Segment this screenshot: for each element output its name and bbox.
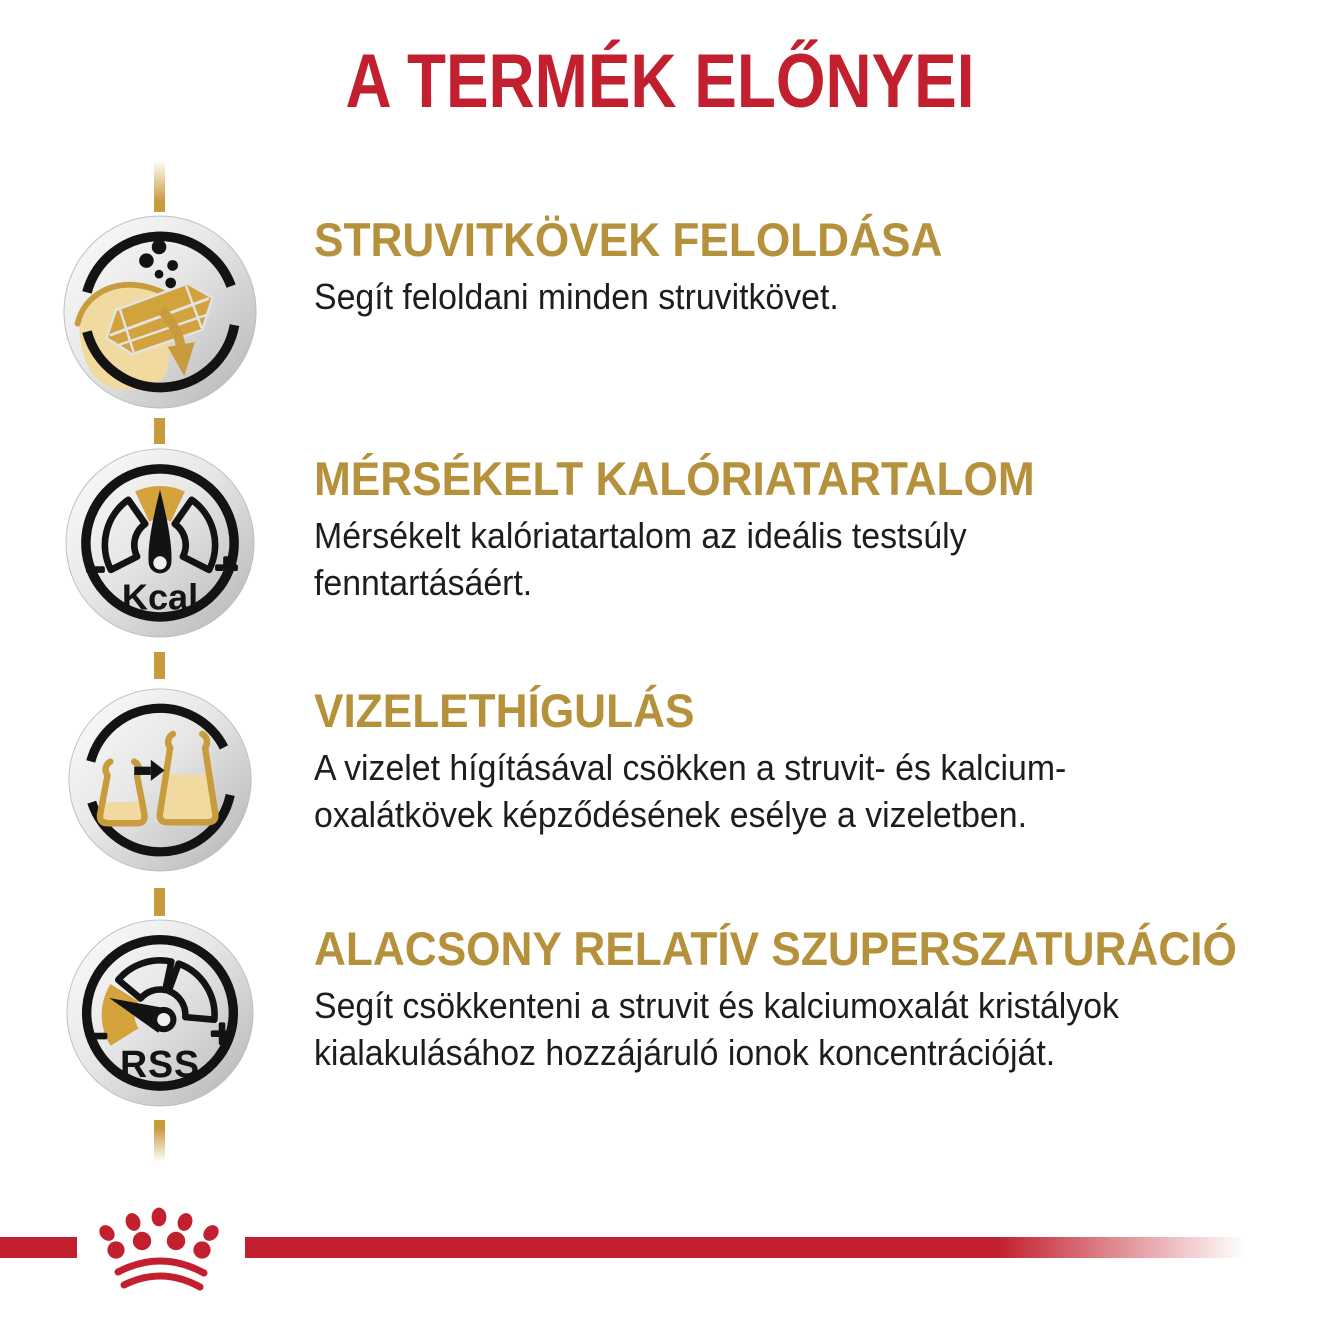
benefit-body <box>314 512 1035 606</box>
page-title: A TERMÉK ELŐNYEI <box>345 39 975 124</box>
timeline-connector-segment <box>154 652 165 679</box>
benefit-body <box>314 273 942 320</box>
timeline-connector-segment <box>154 160 165 212</box>
benefit-heading: VIZELETHÍGULÁS <box>314 684 695 737</box>
kcal-gauge-icon <box>65 448 255 638</box>
minus-icon <box>89 1033 108 1040</box>
benefit-section-dilution <box>314 684 1114 838</box>
benefit-body-line: fenntartásáért. <box>314 562 533 603</box>
benefit-heading: STRUVITKÖVEK FELOLDÁSA <box>314 213 943 266</box>
benefit-heading: MÉRSÉKELT KALÓRIATARTALOM <box>314 452 1035 505</box>
minus-icon <box>86 566 105 573</box>
benefit-body <box>314 744 1066 838</box>
rss-gauge-icon <box>66 919 254 1107</box>
benefit-body-line: Segít feloldani minden struvitkövet. <box>314 276 839 317</box>
benefit-body-line: oxalátkövek képződésének esélye a vizeletben. <box>314 794 1027 835</box>
benefit-body <box>314 982 1237 1076</box>
benefit-section-rss <box>314 922 1296 1076</box>
benefit-section-struvite <box>314 213 982 320</box>
benefit-body-line: Segít csökkenteni a struvit és kalciumoxalát kristályok <box>314 985 1119 1026</box>
struvite-dissolution-icon <box>63 215 257 409</box>
benefit-body-line: kialakulásához hozzájáruló ionok koncentrációját. <box>314 1032 1056 1073</box>
benefit-body-line: Mérsékelt kalóriatartalom az ideális testsúly <box>314 515 967 556</box>
kcal-gauge-label: Kcal <box>121 576 199 618</box>
royal-canin-crown-logo <box>80 1197 240 1307</box>
timeline-connector-segment <box>154 418 165 444</box>
urine-dilution-flasks-icon <box>68 688 252 872</box>
footer-red-band-right <box>245 1237 1320 1258</box>
timeline-connector-segment <box>154 1120 165 1162</box>
footer-red-band-left <box>0 1237 77 1258</box>
benefit-heading: ALACSONY RELATÍV SZUPERSZATURÁCIÓ <box>314 922 1237 975</box>
rss-gauge-label: RSS <box>119 1042 201 1085</box>
benefit-section-calorie <box>314 452 1081 606</box>
timeline-connector-segment <box>154 888 165 916</box>
benefit-body-line: A vizelet hígításával csökken a struvit- és kalcium- <box>314 747 1067 788</box>
